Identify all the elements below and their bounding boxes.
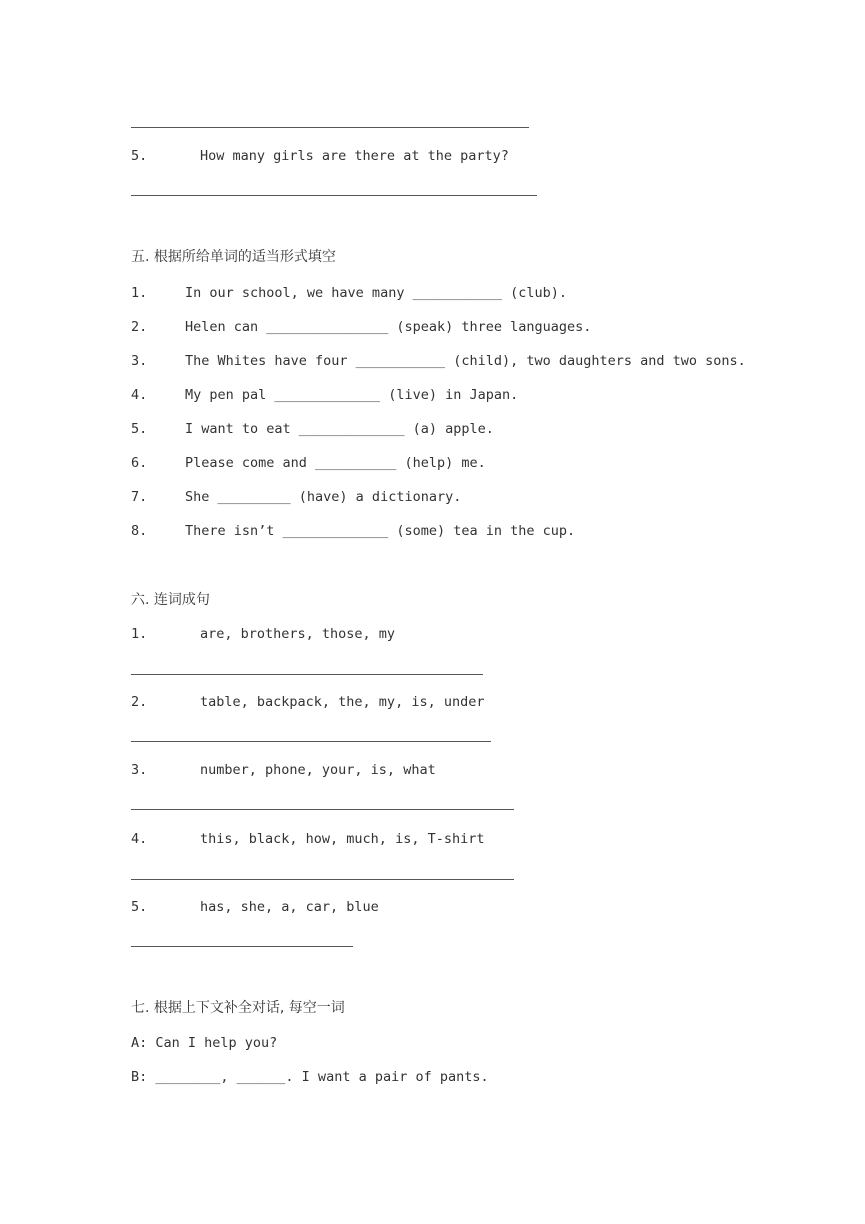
section-heading: 七. 根据上下文补全对话, 每空一词 (131, 1000, 345, 1016)
question-text: How many girls are there at the party? (200, 148, 509, 164)
item-text: this, black, how, much, is, T-shirt (200, 831, 485, 847)
item-number: 7. (131, 489, 148, 505)
item-number: 1. (131, 285, 148, 301)
item-text: She _________ (have) a dictionary. (185, 489, 462, 505)
item-number: 3. (131, 353, 148, 369)
item-number: 3. (131, 762, 148, 778)
item-number: 4. (131, 831, 148, 847)
answer-line (131, 879, 514, 880)
item-text: Please come and __________ (help) me. (185, 455, 486, 471)
item-number: 2. (131, 694, 148, 710)
item-text: table, backpack, the, my, is, under (200, 694, 485, 710)
answer-line (131, 195, 537, 196)
item-text: In our school, we have many ___________ (club). (185, 285, 568, 301)
section-heading: 六. 连词成句 (131, 592, 210, 608)
answer-line (131, 809, 514, 810)
item-number: 5. (131, 899, 148, 915)
item-number: 4. (131, 387, 148, 403)
item-number: 1. (131, 626, 148, 642)
item-number: 8. (131, 523, 148, 539)
item-text: are, brothers, those, my (200, 626, 396, 642)
item-text: The Whites have four ___________ (child), two daughters and two sons. (185, 353, 746, 369)
item-number: 6. (131, 455, 148, 471)
item-text: I want to eat _____________ (a) apple. (185, 421, 494, 437)
answer-line (131, 127, 529, 128)
item-number: 5. (131, 421, 148, 437)
dialogue-line: B: ________, ______. I want a pair of pants. (131, 1069, 489, 1085)
dialogue-line: A: Can I help you? (131, 1035, 278, 1051)
item-number: 2. (131, 319, 148, 335)
item-text: Helen can _______________ (speak) three languages. (185, 319, 592, 335)
question-number: 5. (131, 148, 148, 164)
item-text: My pen pal _____________ (live) in Japan. (185, 387, 519, 403)
section-heading: 五. 根据所给单词的适当形式填空 (131, 249, 336, 265)
answer-line (131, 674, 483, 675)
answer-line (131, 741, 491, 742)
item-text: There isn’t _____________ (some) tea in the cup. (185, 523, 576, 539)
item-text: number, phone, your, is, what (200, 762, 436, 778)
answer-line (131, 946, 353, 947)
item-text: has, she, a, car, blue (200, 899, 379, 915)
